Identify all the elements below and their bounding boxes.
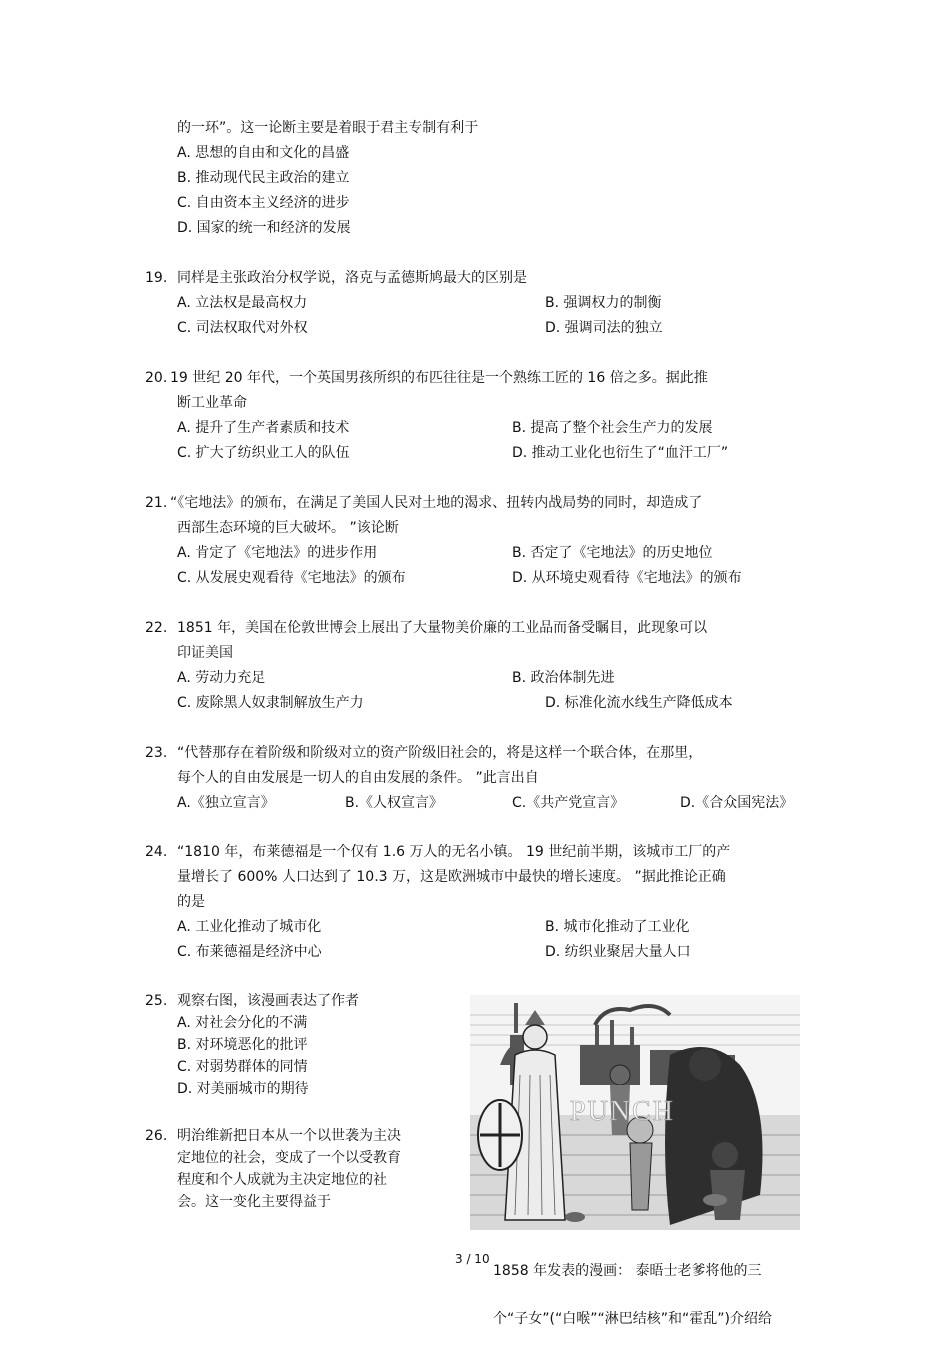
option-a: A. 劳动力充足 bbox=[177, 670, 266, 686]
question-stem-line: “《宅地法》的颁布，在满足了美国人民对土地的渴求、扭转内战局势的同时，却造成了 bbox=[170, 495, 703, 511]
question-stem-line: 印证美国 bbox=[177, 645, 233, 661]
option-c: C. 自由资本主义经济的进步 bbox=[177, 195, 350, 211]
question-number: 21. bbox=[145, 495, 168, 511]
option-a: A. 肯定了《宅地法》的进步作用 bbox=[177, 545, 378, 561]
question-stem: 同样是主张政治分权学说，洛克与孟德斯鸠最大的区别是 bbox=[177, 270, 527, 286]
page-number: 3 / 10 bbox=[455, 1252, 490, 1266]
option-a: A. 工业化推动了城市化 bbox=[177, 919, 322, 935]
option-d: D. 对美丽城市的期待 bbox=[177, 1081, 309, 1097]
punch-cartoon-image bbox=[470, 995, 800, 1230]
option-d: D. 从环境史观看待《宅地法》的颁布 bbox=[512, 570, 742, 586]
cartoon-watermark: PUNCH bbox=[570, 1096, 675, 1127]
option-d: D. 国家的统一和经济的发展 bbox=[177, 220, 351, 236]
option-b: B. 强调权力的制衡 bbox=[545, 295, 662, 311]
option-a: A. 立法权是最高权力 bbox=[177, 295, 308, 311]
question-number: 22. bbox=[145, 620, 168, 636]
option-a: A.《独立宣言》 bbox=[177, 795, 275, 811]
option-b: B. 政治体制先进 bbox=[512, 670, 615, 686]
question-stem-line: 程度和个人成就为主决定地位的社 bbox=[177, 1172, 387, 1188]
question-number: 24. bbox=[145, 844, 168, 860]
question-stem-line: 断工业革命 bbox=[177, 395, 247, 411]
question-stem-line: 定地位的社会，变成了一个以受教育 bbox=[177, 1150, 401, 1166]
option-b: B.《人权宣言》 bbox=[345, 795, 444, 811]
option-c: C. 废除黑人奴隶制解放生产力 bbox=[177, 695, 364, 711]
option-a: A. 思想的自由和文化的昌盛 bbox=[177, 145, 350, 161]
option-d: D. 强调司法的独立 bbox=[545, 320, 663, 336]
option-d: D. 推动工业化也衍生了“血汗工厂” bbox=[512, 445, 729, 461]
question-number: 25. bbox=[145, 993, 168, 1009]
question-stem-line: 会。这一变化主要得益于 bbox=[177, 1194, 331, 1210]
option-b: B. 城市化推动了工业化 bbox=[545, 919, 690, 935]
cartoon-caption-line: 个“子女”(“白喉”“淋巴结核”和“霍乱”)介绍给 bbox=[493, 1311, 772, 1327]
question-stem-line: “代替那存在着阶级和阶级对立的资产阶级旧社会的，将是这样一个联合体，在那里， bbox=[177, 745, 703, 761]
question-stem-line: 每个人的自由发展是一切人的自由发展的条件。 ”此言出自 bbox=[177, 770, 539, 786]
option-c: C. 布莱德福是经济中心 bbox=[177, 944, 322, 960]
option-d: D. 标准化流水线生产降低成本 bbox=[545, 695, 733, 711]
option-b: B. 推动现代民主政治的建立 bbox=[177, 170, 350, 186]
option-b: B. 提高了整个社会生产力的发展 bbox=[512, 420, 713, 436]
option-d: D. 纺织业聚居大量人口 bbox=[545, 944, 691, 960]
question-stem-line: 1851 年，美国在伦敦世博会上展出了大量物美价廉的工业品而备受瞩目，此现象可以 bbox=[177, 620, 708, 636]
question-number: 23. bbox=[145, 745, 168, 761]
question-stem-line: 19 世纪 20 年代，一个英国男孩所织的布匹往往是一个熟练工匠的 16 倍之多。据此推 bbox=[170, 370, 708, 386]
question-stem-line: 的一环”。这一论断主要是着眼于君主专制有利于 bbox=[177, 120, 479, 136]
question-stem-line: 量增长了 600% 人口达到了 10.3 万，这是欧洲城市中最快的增长速度。 ”据此推论正确 bbox=[177, 869, 726, 885]
option-a: A. 提升了生产者素质和技术 bbox=[177, 420, 350, 436]
question-number: 20. bbox=[145, 370, 168, 386]
option-c: C. 对弱势群体的同情 bbox=[177, 1059, 308, 1075]
option-c: C. 扩大了纺织业工人的队伍 bbox=[177, 445, 350, 461]
option-d: D.《合众国宪法》 bbox=[680, 795, 794, 811]
question-stem-line: “1810 年，布莱德福是一个仅有 1.6 万人的无名小镇。 19 世纪前半期，该城市工厂的产 bbox=[177, 844, 731, 860]
question-stem-line: 西部生态环境的巨大破坏。 ”该论断 bbox=[177, 520, 399, 536]
option-c: C. 司法权取代对外权 bbox=[177, 320, 308, 336]
question-stem-line: 的是 bbox=[177, 894, 205, 910]
question-stem-line: 明治维新把日本从一个以世袭为主决 bbox=[177, 1128, 401, 1144]
option-c: C.《共产党宣言》 bbox=[512, 795, 625, 811]
question-number: 19. bbox=[145, 270, 168, 286]
question-stem: 观察右图，该漫画表达了作者 bbox=[177, 993, 359, 1009]
question-number: 26. bbox=[145, 1128, 168, 1144]
option-c: C. 从发展史观看待《宅地法》的颁布 bbox=[177, 570, 406, 586]
option-a: A. 对社会分化的不满 bbox=[177, 1015, 308, 1031]
option-b: B. 对环境恶化的批评 bbox=[177, 1037, 308, 1053]
option-b: B. 否定了《宅地法》的历史地位 bbox=[512, 545, 713, 561]
cartoon-caption-line: 1858 年发表的漫画： 泰晤士老爹将他的三 bbox=[493, 1263, 762, 1279]
